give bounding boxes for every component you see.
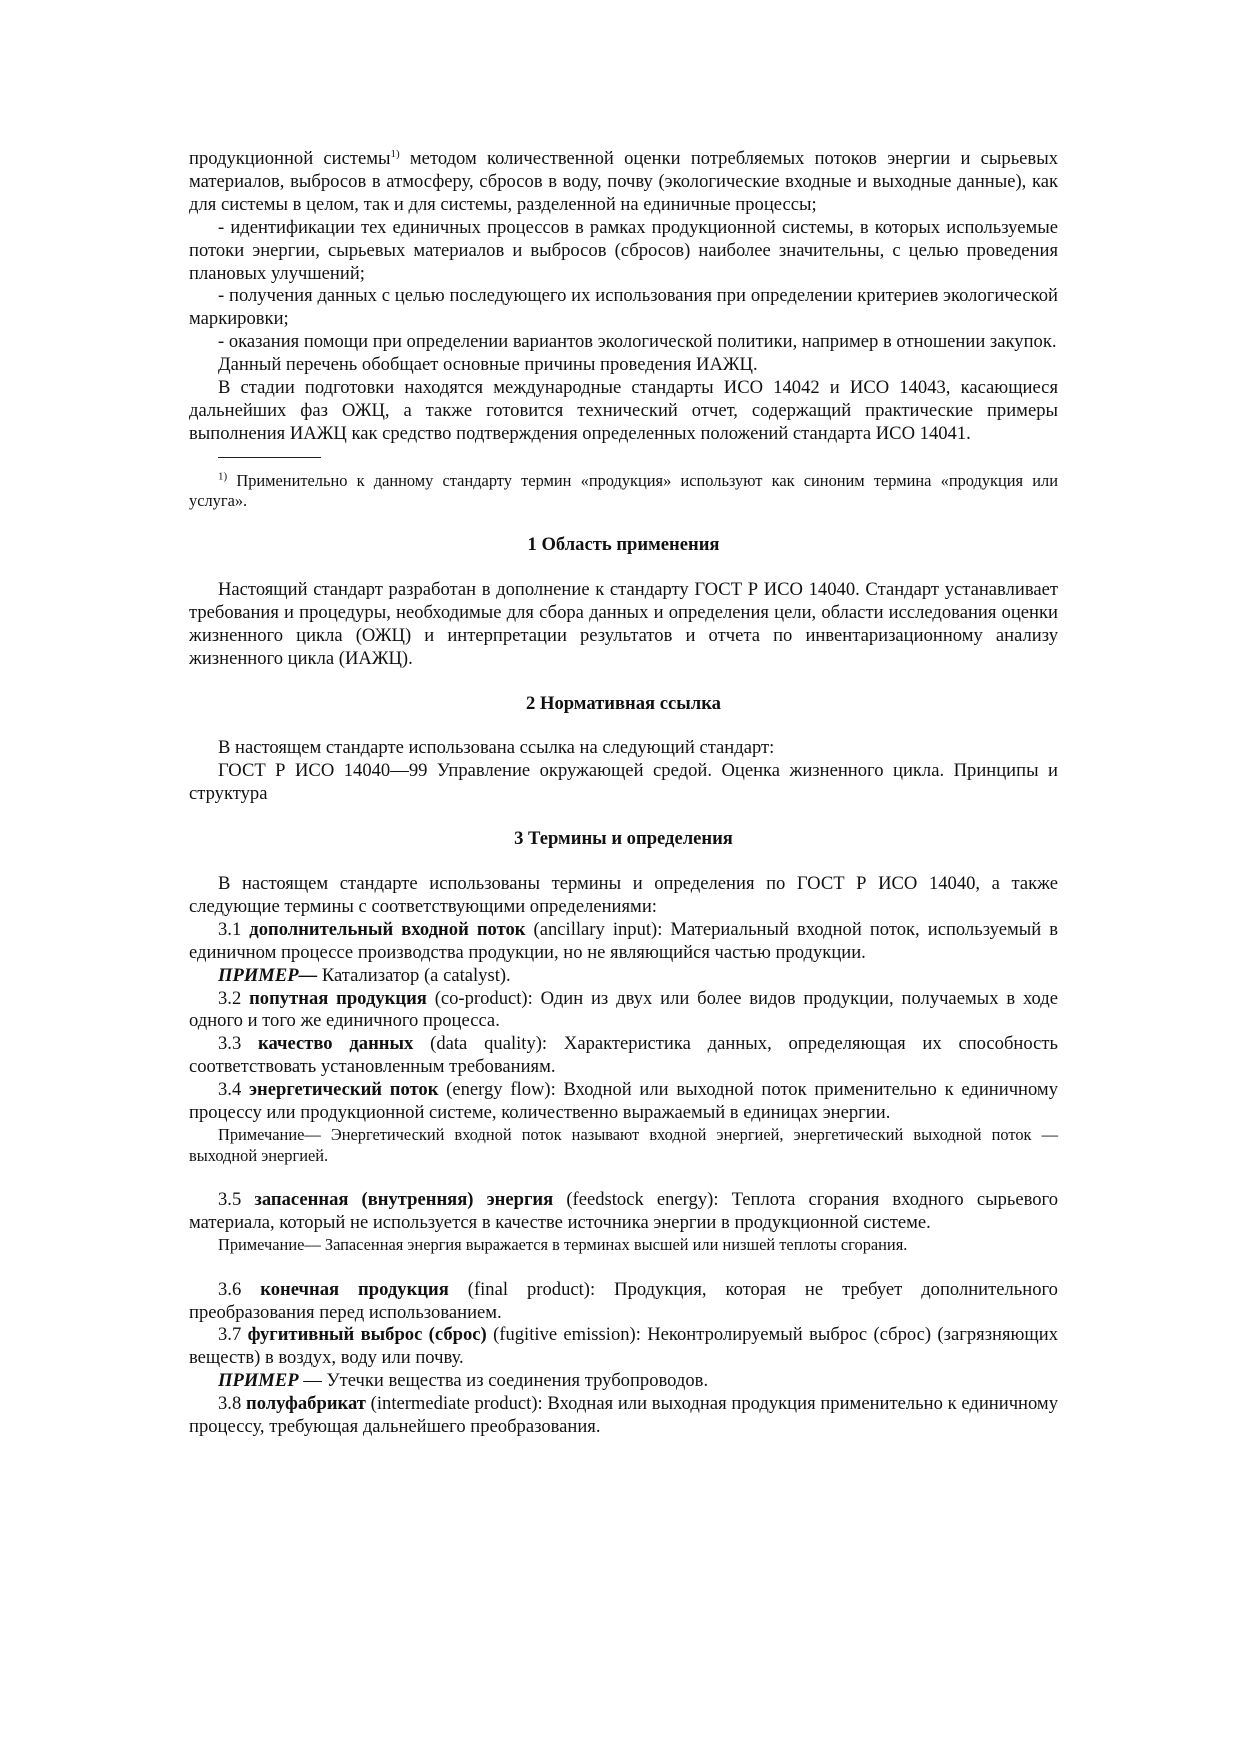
intro-paragraph: В стадии подготовки находятся международные стандарты ИСО 14042 и ИСО 14043, касающиеся дальнейших фаз ОЖЦ, а также готовится технический отчет, содержащий практические примеры выполнения ИАЖЦ как средство подтверждения определенных положений стандарта ИСО 14041.: [189, 377, 1058, 444]
term: попутная продукция: [249, 987, 427, 1009]
footnote: $^{1)}$ Применительно к данному стандарту термин «продукция» используют как синоним термина «продукция или услуга».: [189, 470, 1058, 511]
term: качество данных: [258, 1033, 414, 1055]
term: фугитивный выброс (сброс): [247, 1324, 487, 1346]
term: конечная продукция: [260, 1278, 449, 1300]
section-heading: 2 Нормативная ссылка: [526, 692, 721, 714]
section-heading: 3 Термины и определения: [514, 828, 733, 850]
document-page: [189, 148, 1058, 1439]
list-item: - оказания помощи при определении вариантов экологической политики, например в отношении закупок.: [218, 331, 1057, 353]
list-item: - получения данных с целью последующего их использования при определении критериев экологической маркировки;: [189, 285, 1058, 330]
example: ПРИМЕР— Катализатор (a catalyst).: [218, 964, 511, 986]
term-definition: 3.5 запасенная (внутренняя) энергия (feedstock energy): Теплота сгорания входного сырьевого материала, который не используется в качестве источника энергии в продукционной системе.: [189, 1189, 1059, 1234]
term-definition: 3.7 фугитивный выброс (сброс) (fugitive emission): Неконтролируемый выброс (сброс) (загрязняющих веществ) в воздух, воду или почву.: [189, 1324, 1058, 1369]
example-label: ПРИМЕР—: [218, 964, 318, 986]
list-item: - идентификации тех единичных процессов в рамках продукционной системы, в которых используемые потоки энергии, сырьевых материалов и выбросов (сбросов) наиболее значительны, с целью проведения плановых улучшений;: [189, 216, 1058, 284]
example: ПРИМЕР — Утечки вещества из соединения трубопроводов.: [218, 1370, 709, 1392]
term-definition: 3.2 попутная продукция (co-product): Один из двух или более видов продукции, получаемых в ходе одного и того же единичного процесса.: [189, 987, 1059, 1032]
term-definition: 3.3 качество данных (data quality): Характеристика данных, определяющая их способность соответствовать установленным требованиям.: [189, 1033, 1059, 1078]
footnote-reference: 1): [390, 147, 400, 160]
term: дополнительный входной поток: [249, 918, 526, 940]
term-definition: 3.6 конечная продукция (final product): Продукция, которая не требует дополнительного преобразования перед использованием.: [189, 1278, 1058, 1323]
term: энергетический поток: [249, 1079, 439, 1101]
term-definition: 3.1 дополнительный входной поток (ancillary input): Материальный входной поток, используемый в единичном процессе производства продукции, но не являющийся частью продукции.: [189, 918, 1059, 963]
intro-paragraph: Данный перечень обобщает основные причины проведения ИАЖЦ.: [218, 354, 758, 376]
term-definition: 3.8 полуфабрикат (intermediate product): Входная или выходная продукция применительно к единичному процессу, требующая дальнейшего преобразования.: [189, 1393, 1059, 1438]
example-label: ПРИМЕР: [218, 1370, 299, 1392]
section-paragraph: Настоящий стандарт разработан в дополнение к стандарту ГОСТ Р ИСО 14040. Стандарт устанавливает требования и процедуры, необходимые для сбора данных и определения цели, области исследования оценки жизненного цикла (ОЖЦ) и интерпретации результатов и отчета по инвентаризационному анализу жизненного цикла (ИАЖЦ).: [189, 578, 1058, 669]
section-heading: 1 Область применения: [527, 533, 720, 555]
term-definition: 3.4 энергетический поток (energy flow): Входной или выходной поток применительно к единичному процессу или продукционной системе, количественно выражаемый в единицах энергии.: [189, 1079, 1058, 1124]
note: Примечание— Запасенная энергия выражается в терминах высшей или низшей теплоты сгорания.: [218, 1235, 908, 1254]
note: Примечание— Энергетический входной поток называют входной энергией, энергетический выходной поток — выходной энергией.: [189, 1125, 1058, 1165]
intro-paragraph: продукционной системы$^{1)}$ методом количественной оценки потребляемых потоков энергии и сырьевых материалов, выбросов в атмосферу, сбросов в воду, почву (экологические входные и выходные данные), как для системы в целом, так и для системы, разделенной на единичные процессы;: [189, 147, 1059, 215]
reference-entry: ГОСТ Р ИСО 14040—99 Управление окружающей средой. Оценка жизненного цикла. Принципы и структура: [189, 760, 1058, 805]
footnote-separator: [218, 457, 321, 458]
footnote-mark: 1): [218, 470, 228, 483]
section-paragraph: В настоящем стандарте использована ссылка на следующий стандарт:: [218, 737, 775, 759]
section-paragraph: В настоящем стандарте использованы термины и определения по ГОСТ Р ИСО 14040, а также следующие термины с соответствующими определениями:: [189, 873, 1058, 917]
term: полуфабрикат: [245, 1393, 366, 1415]
term: запасенная (внутренняя) энергия: [254, 1189, 554, 1211]
